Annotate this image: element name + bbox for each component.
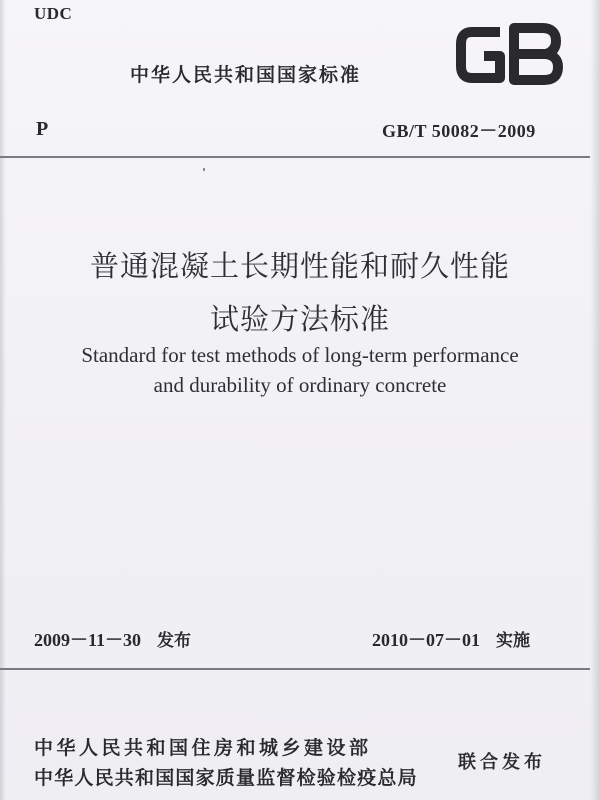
effective-label: 实施	[496, 631, 530, 651]
page-edge-shadow	[590, 0, 600, 800]
title-chinese-line-1: 普通混凝土长期性能和耐久性能	[89, 249, 510, 283]
publisher-aqsiq: 中华人民共和国国家质量监督检验检疫总局	[34, 767, 418, 789]
joint-issue-label: 联合发布	[458, 752, 546, 773]
gb-logo	[452, 20, 567, 88]
effective-date: 2010－07－01	[372, 630, 480, 650]
issue-label: 发布	[157, 631, 192, 651]
issue-date-block	[34, 626, 191, 652]
national-standard-heading: 中华人民共和国国家标准	[130, 64, 362, 86]
standard-number: GB/T 50082－2009	[382, 121, 536, 141]
print-speck	[203, 168, 205, 171]
header-divider	[0, 156, 590, 158]
footer-divider	[0, 668, 590, 670]
title-chinese-line-2: 试验方法标准	[209, 302, 390, 336]
category-letter: P	[36, 118, 49, 140]
udc-label: UDC	[34, 4, 73, 23]
title-english-line-1: Standard for test methods of long-term performance	[81, 343, 519, 367]
page-edge-shadow	[0, 0, 6, 800]
effective-date-block	[372, 626, 530, 652]
issue-date: 2009－11－30	[34, 630, 142, 650]
title-english-line-2: and durability of ordinary concrete	[153, 373, 447, 397]
publisher-ministry: 中华人民共和国住房和城乡建设部	[34, 737, 372, 759]
